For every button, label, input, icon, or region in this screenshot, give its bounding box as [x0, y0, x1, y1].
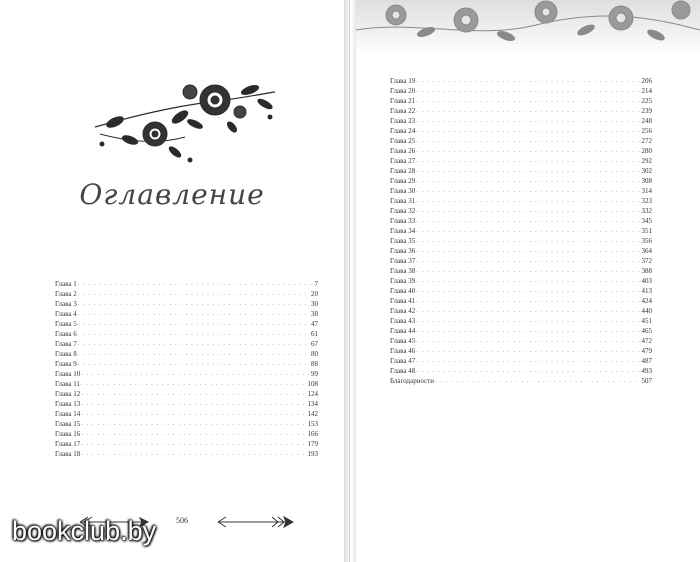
- toc-entry-label: Глава 2: [55, 290, 77, 298]
- toc-entry-label: Глава 15: [55, 420, 81, 428]
- toc-list-right: [390, 76, 652, 386]
- toc-leader-dots: [416, 147, 640, 156]
- watermark-logo: bookclub.by: [12, 516, 157, 546]
- toc-entry-label: Глава 14: [55, 410, 81, 418]
- toc-entry-label: Глава 43: [390, 317, 416, 325]
- toc-entry-page: 20: [311, 290, 318, 298]
- toc-leader-dots: [416, 337, 640, 346]
- toc-entry: [390, 86, 652, 96]
- left-page: [0, 0, 344, 562]
- toc-entry: [390, 136, 652, 146]
- toc-leader-dots: [81, 380, 307, 389]
- right-page: [356, 0, 700, 562]
- toc-entry-label: Глава 45: [390, 337, 416, 345]
- toc-entry: [55, 379, 318, 389]
- toc-entry-label: Глава 42: [390, 307, 416, 315]
- toc-entry-label: Глава 21: [390, 97, 416, 105]
- toc-entry: [55, 339, 318, 349]
- page-title: Оглавление: [79, 178, 265, 211]
- floral-ornament-icon: [90, 72, 280, 167]
- toc-entry-label: Глава 17: [55, 440, 81, 448]
- toc-entry: [390, 306, 652, 316]
- toc-entry: [390, 206, 652, 216]
- toc-entry: [390, 236, 652, 246]
- toc-entry: [55, 359, 318, 369]
- toc-entry-page: 124: [307, 390, 318, 398]
- toc-leader-dots: [81, 370, 310, 379]
- toc-leader-dots: [416, 167, 640, 176]
- toc-entry-label: Благодарности: [390, 377, 435, 385]
- toc-entry-label: Глава 30: [390, 187, 416, 195]
- toc-leader-dots: [416, 297, 640, 306]
- toc-entry-page: 142: [307, 410, 318, 418]
- toc-entry: [390, 156, 652, 166]
- toc-leader-dots: [81, 420, 306, 429]
- toc-leader-dots: [81, 410, 306, 419]
- toc-entry-label: Глава 16: [55, 430, 81, 438]
- toc-entry-label: Глава 48: [390, 367, 416, 375]
- toc-entry-label: Глава 3: [55, 300, 77, 308]
- toc-entry-label: Глава 32: [390, 207, 416, 215]
- toc-entry: [55, 439, 318, 449]
- toc-entry-label: Глава 39: [390, 277, 416, 285]
- toc-entry-page: 239: [641, 107, 652, 115]
- toc-entry: [390, 326, 652, 336]
- toc-entry-page: 356: [641, 237, 652, 245]
- toc-entry: [390, 356, 652, 366]
- toc-entry-page: 308: [641, 177, 652, 185]
- toc-entry-page: 179: [307, 440, 318, 448]
- toc-entry-page: 248: [641, 117, 652, 125]
- toc-entry-page: 88: [311, 360, 318, 368]
- toc-entry-page: 67: [311, 340, 318, 348]
- toc-leader-dots: [81, 450, 306, 459]
- toc-leader-dots: [416, 317, 640, 326]
- toc-leader-dots: [416, 127, 640, 136]
- toc-leader-dots: [78, 290, 310, 299]
- toc-leader-dots: [416, 287, 640, 296]
- toc-entry-page: 424: [641, 297, 652, 305]
- toc-entry-label: Глава 47: [390, 357, 416, 365]
- toc-entry: [55, 319, 318, 329]
- toc-leader-dots: [416, 157, 640, 166]
- toc-entry-label: Глава 34: [390, 227, 416, 235]
- toc-entry-page: 314: [641, 187, 652, 195]
- toc-entry-label: Глава 36: [390, 247, 416, 255]
- toc-entry-label: Глава 38: [390, 267, 416, 275]
- toc-entry-page: 7: [314, 280, 318, 288]
- toc-entry: [390, 126, 652, 136]
- toc-leader-dots: [81, 390, 306, 399]
- toc-entry-label: Глава 22: [390, 107, 416, 115]
- toc-entry-page: 388: [641, 267, 652, 275]
- toc-entry: [55, 419, 318, 429]
- toc-leader-dots: [416, 177, 640, 186]
- toc-leader-dots: [78, 280, 314, 289]
- toc-entry-label: Глава 13: [55, 400, 81, 408]
- toc-entry-page: 479: [641, 347, 652, 355]
- toc-entry: [55, 309, 318, 319]
- toc-leader-dots: [416, 217, 640, 226]
- toc-leader-dots: [435, 377, 640, 386]
- toc-leader-dots: [81, 400, 306, 409]
- toc-entry: [390, 76, 652, 86]
- toc-entry: [55, 279, 318, 289]
- toc-entry-page: 166: [307, 430, 318, 438]
- toc-entry-page: 372: [641, 257, 652, 265]
- toc-entry-label: Глава 29: [390, 177, 416, 185]
- toc-entry-page: 507: [641, 377, 652, 385]
- toc-entry: [55, 399, 318, 409]
- toc-entry-label: Глава 26: [390, 147, 416, 155]
- toc-entry: [390, 336, 652, 346]
- toc-entry-page: 134: [307, 400, 318, 408]
- toc-entry-label: Глава 10: [55, 370, 81, 378]
- toc-entry: [390, 106, 652, 116]
- toc-entry-page: 472: [641, 337, 652, 345]
- toc-leader-dots: [78, 340, 310, 349]
- toc-leader-dots: [78, 310, 310, 319]
- toc-entry: [390, 296, 652, 306]
- toc-entry-label: Глава 8: [55, 350, 77, 358]
- toc-entry-page: 206: [641, 77, 652, 85]
- toc-entry-page: 280: [641, 147, 652, 155]
- toc-entry-label: Глава 7: [55, 340, 77, 348]
- toc-entry-label: Глава 12: [55, 390, 81, 398]
- arrow-right-ornament-icon: [218, 517, 293, 527]
- toc-entry-page: 487: [641, 357, 652, 365]
- toc-entry: [390, 366, 652, 376]
- toc-entry-page: 272: [641, 137, 652, 145]
- toc-entry: [390, 376, 652, 386]
- toc-leader-dots: [78, 360, 310, 369]
- toc-entry-label: Глава 24: [390, 127, 416, 135]
- toc-entry-label: Глава 31: [390, 197, 416, 205]
- toc-entry-page: 292: [641, 157, 652, 165]
- toc-entry-label: Глава 27: [390, 157, 416, 165]
- toc-entry-page: 38: [311, 310, 318, 318]
- toc-entry-page: 465: [641, 327, 652, 335]
- book-gutter: [344, 0, 356, 562]
- toc-leader-dots: [416, 327, 640, 336]
- toc-entry-label: Глава 4: [55, 310, 77, 318]
- toc-entry-label: Глава 11: [55, 380, 80, 388]
- toc-entry-label: Глава 35: [390, 237, 416, 245]
- toc-entry: [390, 96, 652, 106]
- toc-leader-dots: [78, 350, 310, 359]
- toc-entry-page: 99: [311, 370, 318, 378]
- toc-entry-label: Глава 9: [55, 360, 77, 368]
- toc-entry-page: 30: [311, 300, 318, 308]
- toc-entry-page: 302: [641, 167, 652, 175]
- toc-entry-page: 332: [641, 207, 652, 215]
- toc-leader-dots: [416, 87, 640, 96]
- toc-entry-label: Глава 1: [55, 280, 77, 288]
- toc-leader-dots: [416, 137, 640, 146]
- toc-entry: [390, 266, 652, 276]
- toc-entry: [55, 369, 318, 379]
- toc-entry: [390, 316, 652, 326]
- toc-leader-dots: [416, 207, 640, 216]
- toc-entry: [390, 146, 652, 156]
- toc-entry: [55, 429, 318, 439]
- toc-entry-label: Глава 5: [55, 320, 77, 328]
- toc-entry-page: 323: [641, 197, 652, 205]
- toc-entry: [55, 289, 318, 299]
- toc-entry-page: 364: [641, 247, 652, 255]
- toc-entry: [390, 346, 652, 356]
- toc-leader-dots: [78, 300, 310, 309]
- toc-leader-dots: [78, 330, 310, 339]
- floral-border-icon: [356, 0, 700, 60]
- toc-entry-label: Глава 23: [390, 117, 416, 125]
- toc-entry-page: 153: [307, 420, 318, 428]
- toc-entry-label: Глава 18: [55, 450, 81, 458]
- toc-leader-dots: [416, 357, 640, 366]
- toc-entry-page: 351: [641, 227, 652, 235]
- gutter-divider: [349, 0, 350, 562]
- toc-leader-dots: [81, 440, 306, 449]
- toc-leader-dots: [416, 277, 640, 286]
- toc-leader-dots: [416, 247, 640, 256]
- toc-leader-dots: [416, 197, 640, 206]
- toc-leader-dots: [416, 347, 640, 356]
- toc-entry: [390, 176, 652, 186]
- toc-entry: [390, 196, 652, 206]
- toc-entry-page: 214: [641, 87, 652, 95]
- toc-list-left: [55, 279, 318, 459]
- toc-entry-page: 413: [641, 287, 652, 295]
- toc-leader-dots: [416, 187, 640, 196]
- toc-entry-page: 225: [641, 97, 652, 105]
- toc-leader-dots: [416, 97, 640, 106]
- toc-entry: [390, 116, 652, 126]
- toc-leader-dots: [78, 320, 310, 329]
- toc-entry: [55, 299, 318, 309]
- toc-entry: [390, 166, 652, 176]
- toc-entry: [390, 246, 652, 256]
- toc-entry: [390, 286, 652, 296]
- toc-entry-label: Глава 40: [390, 287, 416, 295]
- toc-entry: [390, 276, 652, 286]
- toc-entry: [390, 226, 652, 236]
- toc-entry-label: Глава 28: [390, 167, 416, 175]
- toc-entry-page: 108: [307, 380, 318, 388]
- toc-entry-page: 403: [641, 277, 652, 285]
- toc-leader-dots: [416, 267, 640, 276]
- toc-entry-label: Глава 44: [390, 327, 416, 335]
- toc-entry-label: Глава 33: [390, 217, 416, 225]
- toc-leader-dots: [416, 257, 640, 266]
- toc-entry-page: 440: [641, 307, 652, 315]
- toc-entry-page: 193: [307, 450, 318, 458]
- toc-leader-dots: [416, 307, 640, 316]
- toc-entry-page: 451: [641, 317, 652, 325]
- toc-leader-dots: [416, 367, 640, 376]
- toc-entry-label: Глава 6: [55, 330, 77, 338]
- toc-entry: [390, 216, 652, 226]
- toc-entry-page: 47: [311, 320, 318, 328]
- toc-entry: [55, 389, 318, 399]
- toc-leader-dots: [416, 237, 640, 246]
- toc-leader-dots: [416, 77, 640, 86]
- toc-entry: [390, 256, 652, 266]
- toc-entry-label: Глава 46: [390, 347, 416, 355]
- toc-entry-page: 61: [311, 330, 318, 338]
- toc-leader-dots: [416, 117, 640, 126]
- toc-entry-label: Глава 25: [390, 137, 416, 145]
- toc-entry-page: 256: [641, 127, 652, 135]
- toc-leader-dots: [416, 107, 640, 116]
- toc-leader-dots: [416, 227, 640, 236]
- toc-entry-page: 345: [641, 217, 652, 225]
- toc-entry: [55, 449, 318, 459]
- toc-entry-label: Глава 20: [390, 87, 416, 95]
- toc-entry-page: 493: [641, 367, 652, 375]
- toc-leader-dots: [81, 430, 306, 439]
- toc-entry-label: Глава 41: [390, 297, 416, 305]
- toc-entry-label: Глава 37: [390, 257, 416, 265]
- toc-entry: [390, 186, 652, 196]
- toc-entry: [55, 329, 318, 339]
- toc-entry: [55, 349, 318, 359]
- toc-entry-label: Глава 19: [390, 77, 416, 85]
- page-number: 506: [176, 516, 188, 525]
- toc-entry: [55, 409, 318, 419]
- toc-entry-page: 80: [311, 350, 318, 358]
